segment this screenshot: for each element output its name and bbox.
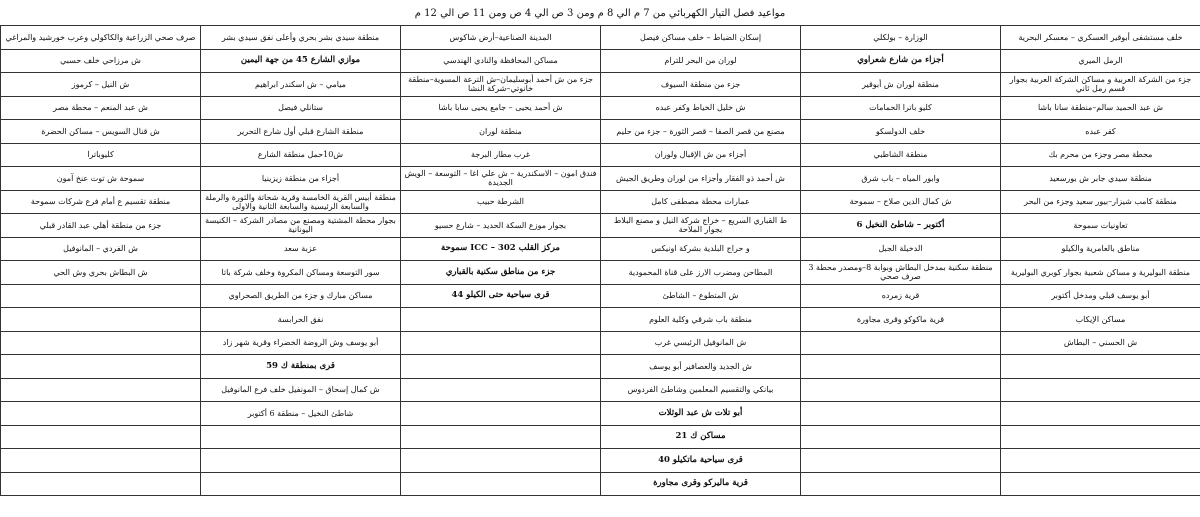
table-cell: منطقة باب شرقي وكلية العلوم xyxy=(601,308,801,332)
table-cell: فندق امون – الاسكندرية – ش علي اغا – التوسعة – الويش الجديدة xyxy=(401,167,601,191)
table-cell: أجزاء من شارع شعراوي xyxy=(801,49,1001,73)
table-cell: منطقة لوران xyxy=(401,120,601,144)
table-cell: الرمل الميري xyxy=(1001,49,1200,73)
table-row xyxy=(1,261,1200,285)
table-cell: موازي الشارع 45 من جهة اليمين xyxy=(201,49,401,73)
table-cell: مساكن مبارك و جزء من الطريق الصحراوي xyxy=(201,284,401,308)
table-cell: ط القباري السريع – خراج شركة النيل و مصنع البلاط بجوار الملاحة xyxy=(601,214,801,238)
table-cell: مناطق بالعامرية والكيلو xyxy=(1001,237,1200,261)
table-cell xyxy=(1001,355,1200,379)
table-cell xyxy=(1,449,201,473)
table-cell: ش أحمد يحيى – جامع يحيى سابا باشا xyxy=(401,96,601,120)
table-cell: غرب مطار البرجة xyxy=(401,143,601,167)
table-row xyxy=(1,96,1200,120)
table-cell xyxy=(801,425,1001,449)
table-cell: عمارات محطة مصطفى كامل xyxy=(601,190,801,214)
table-cell: أكتوبر – شاطئ النخيل 6 xyxy=(801,214,1001,238)
table-cell: منطقة سيدي بشر بحري وأعلى نفق سيدي بشر xyxy=(201,26,401,50)
table-cell xyxy=(201,449,401,473)
table-cell: ش أحمد ذو الفقار وأجزاء من لوران وطريق الجيش xyxy=(601,167,801,191)
table-cell: كليوباترا xyxy=(1,143,201,167)
table-cell: بجوار محطة المشتية ومصنع من مصادر الشركة – الكنيسة اليونانية xyxy=(201,214,401,238)
table-cell xyxy=(1,425,201,449)
table-cell: قرية زمرده xyxy=(801,284,1001,308)
table-row xyxy=(1,190,1200,214)
table-cell: ستانلي فيصل xyxy=(201,96,401,120)
table-cell: بجوار موزع السكة الحديد – شارع حسيو xyxy=(401,214,601,238)
table-cell: ش خليل الخياط وكفر عبده xyxy=(601,96,801,120)
table-cell: قرى سياحية حتى الكيلو 44 xyxy=(401,284,601,308)
table-cell: ميامي – ش اسكندر ابراهيم xyxy=(201,73,401,97)
table-row xyxy=(1,143,1200,167)
table-cell xyxy=(401,449,601,473)
table-cell: منطقة تقسيم ع أمام فرع شركات سموحة xyxy=(1,190,201,214)
table-cell: ش النيل – كرموز xyxy=(1,73,201,97)
table-cell xyxy=(201,472,401,496)
table-cell: جزء من ش أحمد أبوسليمان–ش الترعة المسوية–منطقة خانوتي–شركة النشا xyxy=(401,73,601,97)
table-cell: ش الفردي – المانوفيل xyxy=(1,237,201,261)
table-cell: ش المتطوع – الشاطئ xyxy=(601,284,801,308)
table-row xyxy=(1,26,1200,50)
table-cell: ش المانوفيل الرئيسي غرب xyxy=(601,331,801,355)
table-row xyxy=(1,449,1200,473)
table-row xyxy=(1,472,1200,496)
table-cell: محطة مصر وجزء من محرم بك xyxy=(1001,143,1200,167)
table-cell: ش البطاش بحري وش الحي xyxy=(1,261,201,285)
table-cell: منطقة الشاطبي xyxy=(801,143,1001,167)
table-cell: أبو تلات ش عبد الوثلات xyxy=(601,402,801,426)
table-cell: وابور المياه – باب شرق xyxy=(801,167,1001,191)
table-cell: قرية ماكوكو وقرى مجاورة xyxy=(801,308,1001,332)
table-cell: قرية ماليركو وقرى مجاورة xyxy=(601,472,801,496)
table-cell xyxy=(1,378,201,402)
table-cell: قرى سياحية ماتكيلو 40 xyxy=(601,449,801,473)
table-cell xyxy=(1001,425,1200,449)
table-row xyxy=(1,355,1200,379)
table-cell: أبو يوسف قبلي ومدخل أكتوبر xyxy=(1001,284,1200,308)
table-cell: منطقة لوران ش أبوقير xyxy=(801,73,1001,97)
table-cell: منطقة كامب شيزار–بيور سعيد وجزء من البحر xyxy=(1001,190,1200,214)
table-cell: إسكان الضباط – خلف مساكن فيصل xyxy=(601,26,801,50)
table-cell: منطقة البوليرية و مساكن شعبية بجوار كوبري البوليرية xyxy=(1001,261,1200,285)
table-cell: الدخيلة الجبل xyxy=(801,237,1001,261)
table-cell: كفر عبده xyxy=(1001,120,1200,144)
table-cell: المدينة الصناعية–أرض شاكوس xyxy=(401,26,601,50)
page-title: مواعيد فصل التيار الكهربائي من 7 م الي 8 م ومن 3 ص الي 4 ص ومن 11 ص الي 12 م xyxy=(414,8,786,19)
table-cell xyxy=(1001,472,1200,496)
table-cell xyxy=(1,331,201,355)
table-cell: تعاونيات سموحة xyxy=(1001,214,1200,238)
table-cell: أبو يوسف وش الروضة الخضراء وقرية شهر زاد xyxy=(201,331,401,355)
table-row xyxy=(1,378,1200,402)
table-row xyxy=(1,73,1200,97)
table-cell: مساكن المحافظة والنادي الهندسي xyxy=(401,49,601,73)
table-cell xyxy=(801,472,1001,496)
table-cell xyxy=(401,331,601,355)
table-cell: صرف صحي الزراعية والكاكولي وعرب خورشيد والمراغي xyxy=(1,26,201,50)
table-cell xyxy=(401,355,601,379)
table-cell: ش عبد المنعم – محطة مصر xyxy=(1,96,201,120)
table-cell: ش الحسني – البطاش xyxy=(1001,331,1200,355)
table-row xyxy=(1,167,1200,191)
table-cell: سور التوسعة ومساكن المكروة وخلف شركة باتا xyxy=(201,261,401,285)
table-cell: خلف الدولسكو xyxy=(801,120,1001,144)
table-cell: ش الجديد والعصافير أبو يوسف xyxy=(601,355,801,379)
table-cell xyxy=(1,402,201,426)
table-cell: شاطئ النخيل – منطقة 6 أكتوبر xyxy=(201,402,401,426)
table-cell xyxy=(401,425,601,449)
table-cell xyxy=(401,402,601,426)
table-cell xyxy=(801,402,1001,426)
table-row xyxy=(1,49,1200,73)
table-cell xyxy=(401,378,601,402)
table-cell: جزء من منطقة أهلي عبد القادر قبلي xyxy=(1,214,201,238)
table-cell xyxy=(201,425,401,449)
table-cell: ش كمال الدين صلاح – سموحة xyxy=(801,190,1001,214)
table-cell xyxy=(801,378,1001,402)
table-cell: لوران من البحر للترام xyxy=(601,49,801,73)
table-cell xyxy=(801,355,1001,379)
table-cell: سموحة ش توت عنخ آمون xyxy=(1,167,201,191)
table-cell: جزء من مناطق سكنية بالقباري xyxy=(401,261,601,285)
table-row xyxy=(1,284,1200,308)
table-cell: منطقة سكنية بمدخل البطاش وبوابة 8–ومصدر محطة 3 صرف صحي xyxy=(801,261,1001,285)
table-row xyxy=(1,120,1200,144)
table-cell xyxy=(801,331,1001,355)
table-cell: ش عبد الحميد سالم–منطقة سانا باشا xyxy=(1001,96,1200,120)
table-cell: الوزارة – بولكلي xyxy=(801,26,1001,50)
table-cell: ش كمال إسحاق – المونفيل خلف فرع المانوفيل xyxy=(201,378,401,402)
table-cell: عزبة سعد xyxy=(201,237,401,261)
table-cell: و حراج البلدية بشركة اونيكس xyxy=(601,237,801,261)
table-cell: نفق الحرابسة xyxy=(201,308,401,332)
table-cell: منطقة أبيس القرية الخامسة وقرية شحاتة والثورة والرملة والسابعة الرئيسية والسابعة الثانية والاولى xyxy=(201,190,401,214)
table-cell xyxy=(801,449,1001,473)
table-cell: مركز القلب ICC – 302 سموحة xyxy=(401,237,601,261)
table-cell xyxy=(1001,402,1200,426)
table-cell xyxy=(1,308,201,332)
table-cell: بيانكي والتقسيم المعلمين وشاطئ الفردوس xyxy=(601,378,801,402)
table-row xyxy=(1,425,1200,449)
table-cell xyxy=(1,284,201,308)
table-cell: مساكن ك 21 xyxy=(601,425,801,449)
table-cell: منطقة سيدي جابر ش بورسعيد xyxy=(1001,167,1200,191)
table-cell: خلف مستشفى أبوقير العسكري – معسكر البحرية xyxy=(1001,26,1200,50)
table-cell: أجزاء من ش الإقبال ولوران xyxy=(601,143,801,167)
table-cell: مصنع من قصر الصفا – قصر الثورة – جزء من حليم xyxy=(601,120,801,144)
table-cell: الشرطة حبيب xyxy=(401,190,601,214)
table-cell: ش10حمل منطقة الشارع xyxy=(201,143,401,167)
table-cell: المطاحن ومضرب الارز على قناة المحمودية xyxy=(601,261,801,285)
table-row xyxy=(1,331,1200,355)
table-cell: منطقة الشارع قبلي أول شارع التحرير xyxy=(201,120,401,144)
table-row xyxy=(1,214,1200,238)
table-row xyxy=(1,308,1200,332)
table-cell: جزء من الشركة العربية و مساكن الشركة العربية بجوار قسم رمل ثاني xyxy=(1001,73,1200,97)
table-cell xyxy=(1001,449,1200,473)
table-cell: قرى بمنطقة ك 59 xyxy=(201,355,401,379)
table-cell: أجزاء من منطقة زيزينيا xyxy=(201,167,401,191)
outage-schedule-table xyxy=(0,25,1200,496)
table-row xyxy=(1,402,1200,426)
table-cell xyxy=(1,472,201,496)
table-cell xyxy=(1001,378,1200,402)
schedule-body xyxy=(1,26,1200,496)
table-cell xyxy=(401,472,601,496)
table-cell: ش قنال السويس – مساكن الحضرة xyxy=(1,120,201,144)
table-cell: مساكن الإيكاب xyxy=(1001,308,1200,332)
table-cell: كليو باترا الحمامات xyxy=(801,96,1001,120)
table-row xyxy=(1,237,1200,261)
table-cell: جزء من منطقة السيوف xyxy=(601,73,801,97)
table-cell: ش مرزاحي خلف حسبي xyxy=(1,49,201,73)
table-cell xyxy=(1,355,201,379)
table-cell xyxy=(401,308,601,332)
